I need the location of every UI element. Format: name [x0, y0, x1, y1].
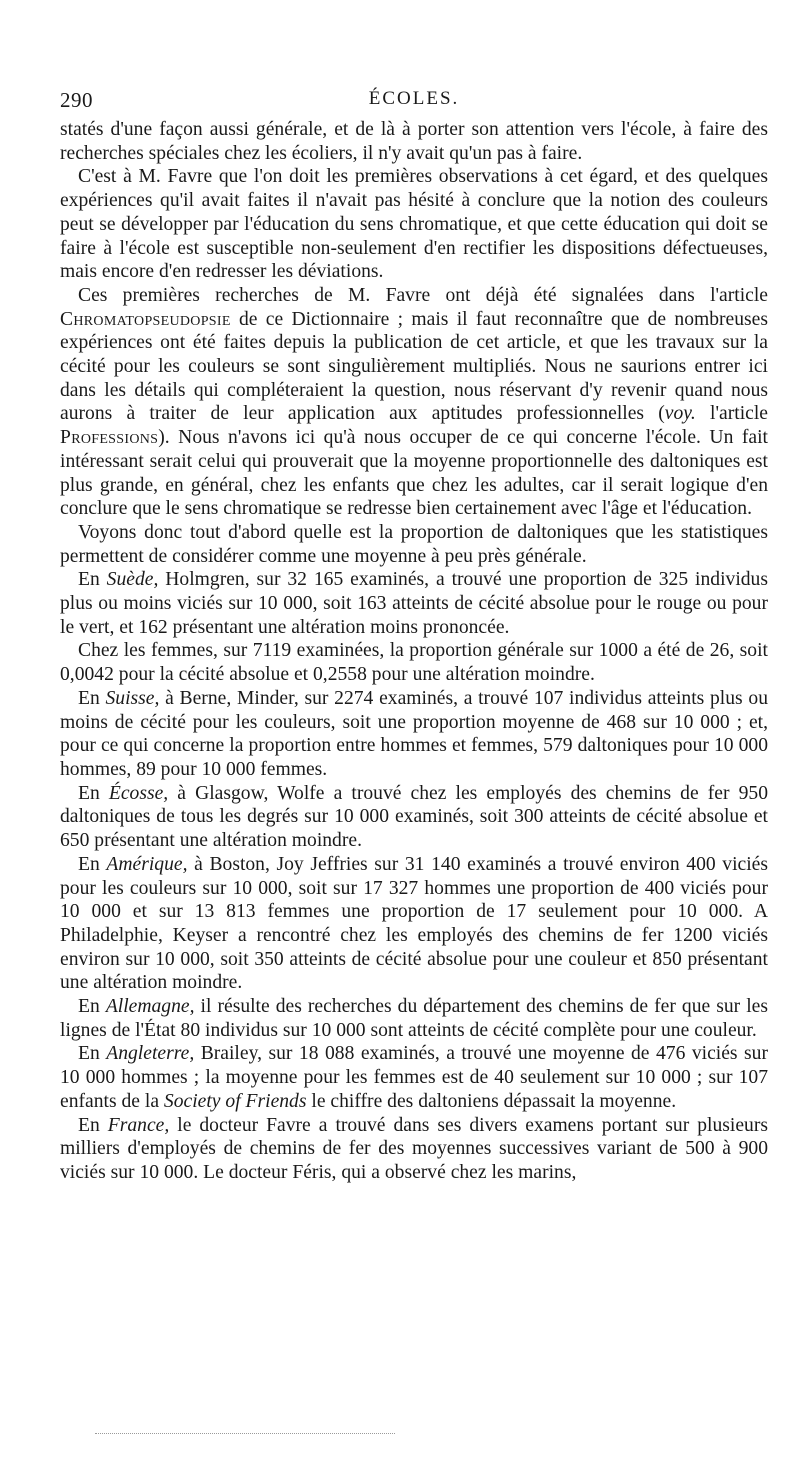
footer-rule [95, 1433, 395, 1434]
text-run: statés d'une façon aussi générale, et de là à porter son attention vers l'école, à faire des recherches spéciales chez les écoliers, il n'y avait qu'un pas à faire. [60, 119, 768, 164]
italic-text: Angleterre, [106, 1043, 195, 1065]
text-run: il résulte des recherches du département des chemins de fer que sur les lignes de l'État 80 individus sur 10 000 sont atteints de cécité complète pour une couleur. [60, 996, 769, 1041]
paragraph [60, 284, 768, 521]
text-run: C'est à M. Favre que l'on doit les premières observations à cet égard, et des quelques expériences qu'il avait faites il n'avait pas hésité à conclure que la notion des couleurs peut se développer par l'éducation du sens chromatique, et que cette éducation qui doit se faire à l'école est susceptible non-seulement d'en rectifier les dispositions défectueuses, mais encore d'en redresser les déviations. [60, 166, 768, 283]
body-text [60, 118, 768, 1185]
paragraph [60, 853, 768, 995]
paragraph [60, 995, 768, 1042]
running-head: ÉCOLES. [368, 88, 460, 109]
italic-text: Écosse, [108, 782, 169, 804]
text-run: l'article [695, 403, 768, 425]
italic-text: Amérique, [106, 853, 188, 875]
text-run: Voyons donc tout d'abord quelle est la proportion de daltoniques que les statistiques permettent de considérer comme une moyenne à peu près générale. [60, 521, 768, 567]
text-run: En [78, 853, 107, 875]
text-run: Ces premières recherches de M. Favre ont déjà été signalées dans l'article [78, 284, 768, 306]
italic-text: Suède, [106, 569, 159, 591]
italic-text: voy. [664, 403, 696, 425]
text-run: à Glasgow, Wolfe a trouvé chez les employés des chemins de fer 950 daltoniques de tous les degrés sur 10 000 examinés, soit 300 atteints de cécité absolue et 650 présentant une altération moindre. [60, 782, 768, 852]
text-run: En [78, 1114, 108, 1136]
paragraph [60, 639, 768, 686]
paragraph [60, 521, 768, 568]
text-run: Brailey, sur 18 088 examinés, a trouvé une moyenne de 476 viciés sur 10 000 hommes ; la moyenne pour les femmes est de 40 seulement sur 10 000 ; sur 107 enfants de la [60, 1043, 768, 1112]
text-run: Holmgren, sur 32 165 examinés, a trouvé une proportion de 325 individus plus ou moins viciés sur 10 000, soit 163 atteints de cécité absolue pour le rouge ou pour le vert, et 162 présentant une altération moins prononcée. [60, 569, 768, 638]
text-run: à Berne, Minder, sur 2274 examinés, a trouvé 107 individus atteints plus ou moins de cécité pour les couleurs, soit une proportion moyenne de 468 sur 10 000 ; et, pour ce qui concerne la proportion entre hommes et femmes, 579 daltoniques pour 10 000 hommes, 89 pour 10 000 femmes. [60, 687, 768, 780]
paragraph [60, 165, 768, 284]
text-run: à Boston, Joy Jeffries sur 31 140 examinés a trouvé environ 400 viciés pour les couleurs sur 10 000, soit sur 17 327 hommes une proportion de 400 viciés pour 10 000 et sur 13 813 femmes une proportion de 17 seulement pour 10 000. A Philadelphie, Keyser a rencontré chez les employés des chemins de fer 1200 viciés environ sur 10 000, soit 350 atteints de cécité absolue pour une couleur et 850 présentant une altération moindre. [60, 853, 768, 994]
paragraph [60, 782, 768, 853]
text-run: En [78, 782, 109, 804]
page-header [60, 84, 768, 118]
text-run: le docteur Favre a trouvé dans ses divers examens portant sur plusieurs milliers d'employés de chemins de fer des moyennes successives variant de 500 à 900 viciés sur 10 000. Le docteur Féris, qui a observé chez les marins, [60, 1114, 768, 1183]
italic-text: Suisse, [105, 687, 160, 709]
italic-text: Society of Friends [163, 1090, 307, 1112]
document-page [60, 84, 768, 1185]
text-run: ). Nous n'avons ici qu'à nous occuper de ce qui concerne l'école. Un fait intéressant serait celui qui prouverait que la moyenne proportionnelle des daltoniques est plus grande, en général, chez les enfants que chez les adultes, car il serait logique d'en conclure que le sens chromatique se redresse bien certainement avec l'âge et l'éducation. [60, 427, 768, 520]
text-run: le chiffre des daltoniens dépassait la moyenne. [306, 1090, 677, 1112]
page-number: 290 [60, 88, 93, 112]
text-run: En [78, 996, 106, 1018]
paragraph [60, 118, 768, 165]
text-run: En [78, 687, 106, 709]
paragraph [60, 1114, 768, 1185]
text-run: En [78, 569, 107, 591]
paragraph [60, 687, 768, 782]
small-caps-text: Professions [60, 427, 159, 449]
italic-text: France, [107, 1114, 170, 1136]
text-run: de ce Dictionnaire ; mais il faut reconnaître que de nombreuses expériences ont été faites depuis la publication de cet article, et que les travaux sur la cécité pour les couleurs se sont singulièrement multipliés. Nous ne saurions entrer ici dans les détails qui compléteraient la question, nous réservant d'y revenir quand nous aurons à traiter de leur application aux aptitudes professionnelles ( [60, 308, 768, 425]
small-caps-text: Chromatopseudopsie [60, 308, 231, 330]
paragraph [60, 1042, 768, 1113]
paragraph [60, 568, 768, 639]
italic-text: Allemagne, [105, 996, 195, 1018]
text-run: En [78, 1043, 107, 1065]
text-run: Chez les femmes, sur 7119 examinées, la proportion générale sur 1000 a été de 26, soit 0,0042 pour la cécité absolue et 0,2558 pour une altération moindre. [60, 640, 768, 686]
